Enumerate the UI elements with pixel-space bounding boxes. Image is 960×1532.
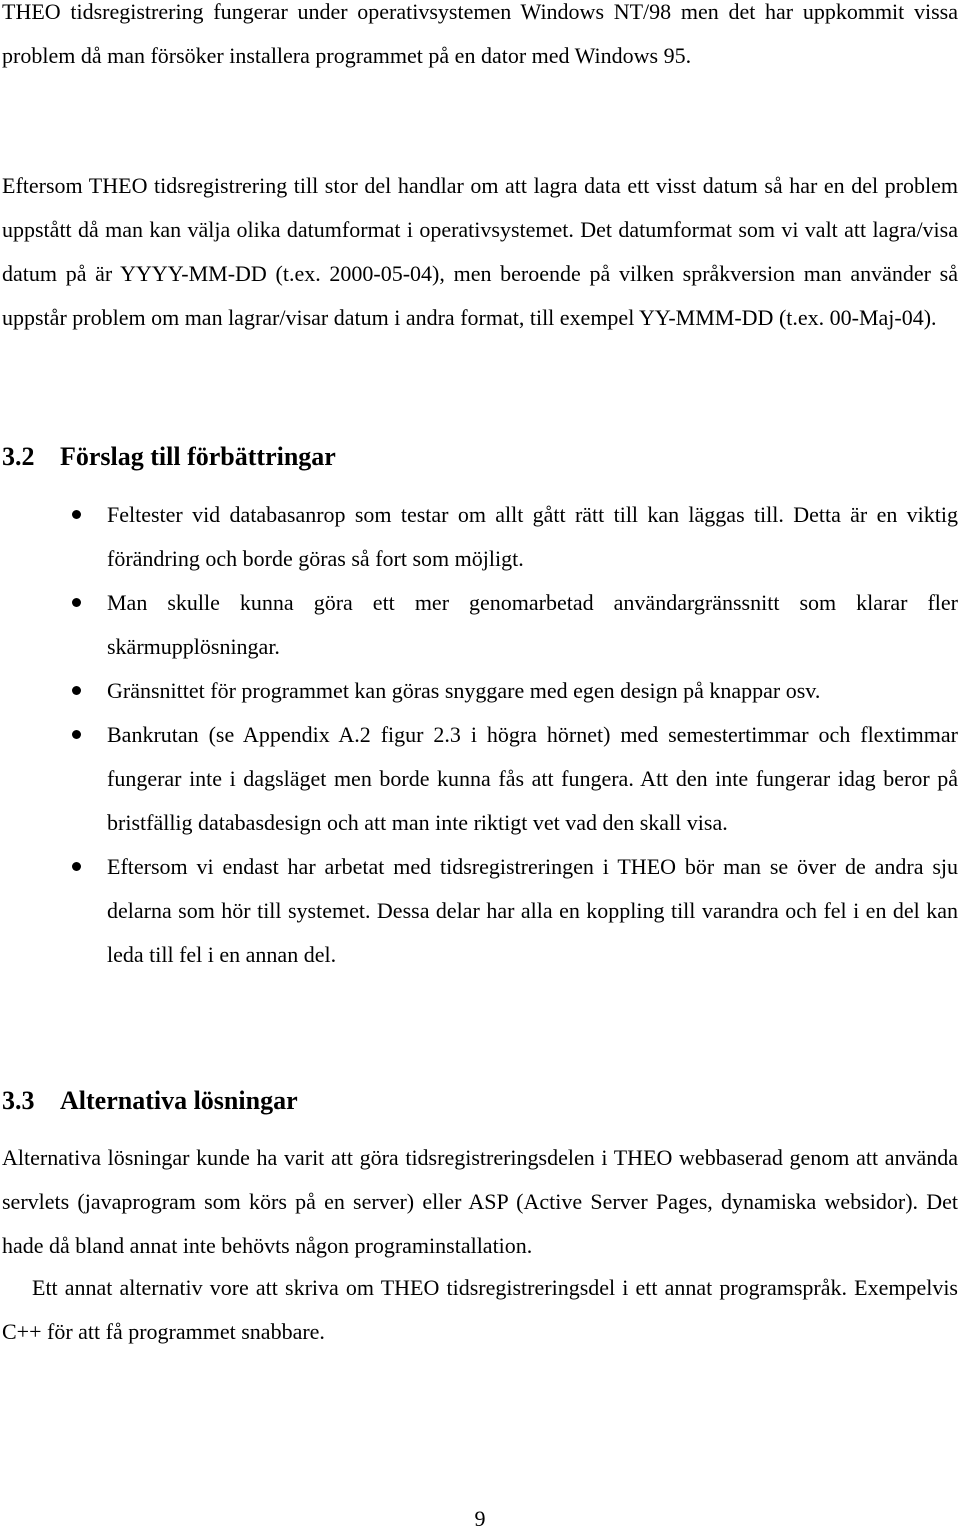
list-item [0, 713, 960, 845]
bullet-icon [72, 510, 81, 519]
list-item [0, 581, 960, 669]
page-number: 9 [474, 1506, 486, 1531]
bullet-icon [72, 686, 81, 695]
bullet-icon [72, 862, 81, 871]
list-item-text: Man skulle kunna göra ett mer genomarbetad användargränssnitt som klarar fler skärmupplösningar. [107, 590, 958, 659]
section-heading-alternatives [2, 1084, 298, 1118]
list-item [0, 493, 960, 581]
section-number: 3.3 [2, 1086, 35, 1115]
section-heading-improvements [2, 440, 336, 474]
list-item-text: Feltester vid databasanrop som testar om allt gått rätt till kan läggas till. Detta är en viktig förändring och borde göras så fort som möjligt. [107, 502, 958, 571]
intro-paragraph: THEO tidsregistrering fungerar under operativsystemen Windows NT/98 men det har uppkommit vissa problem då man försöker installera programmet på en dator med Windows 95. [2, 0, 958, 68]
improvement-list [0, 493, 960, 977]
language-alternative-paragraph: Ett annat alternativ vore att skriva om THEO tidsregistreringsdel i ett annat programspråk. Exempelvis C++ för att få programmet snabbare. [2, 1275, 958, 1344]
section-title: Alternativa lösningar [60, 1086, 298, 1115]
list-item-text: Bankrutan (se Appendix A.2 figur 2.3 i högra hörnet) med semestertimmar och flextimmar fungerar inte i dagsläget men borde kunna fås att fungera. Att den inte fungerar idag beror på bristfällig databasdesign och att man inte riktigt vet vad den skall visa. [107, 722, 958, 835]
list-item-text: Eftersom vi endast har arbetat med tidsregistreringen i THEO bör man se över de andra sju delarna som hör till systemet. Dessa delar har alla en koppling till varandra och fel i en del kan leda till fel i en annan del. [107, 854, 958, 967]
section-number: 3.2 [2, 442, 35, 471]
list-item-text: Gränsnittet för programmet kan göras snyggare med egen design på knappar osv. [107, 678, 821, 703]
alternatives-paragraph: Alternativa lösningar kunde ha varit att göra tidsregistreringsdelen i THEO webbaserad genom att använda servlets (javaprogram som körs på en server) eller ASP (Active Server Pages, dynamiska websidor). Det hade då bland annat inte behövts någon programinstallation. [2, 1145, 958, 1258]
list-item [0, 845, 960, 977]
section-title: Förslag till förbättringar [60, 442, 336, 471]
bullet-icon [72, 598, 81, 607]
bullet-icon [72, 730, 81, 739]
list-item [0, 669, 960, 713]
date-format-paragraph: Eftersom THEO tidsregistrering till stor del handlar om att lagra data ett visst datum så har en del problem uppstått då man kan välja olika datumformat i operativsystemet. Det datumformat som vi valt att lagra/visa datum på är YYYY-MM-DD (t.ex. 2000-05-04), men beroende på vilken språkversion man använder så uppstår problem om man lagrar/visar datum i andra format, till exempel YY-MMM-DD (t.ex. 00-Maj-04). [2, 173, 958, 330]
